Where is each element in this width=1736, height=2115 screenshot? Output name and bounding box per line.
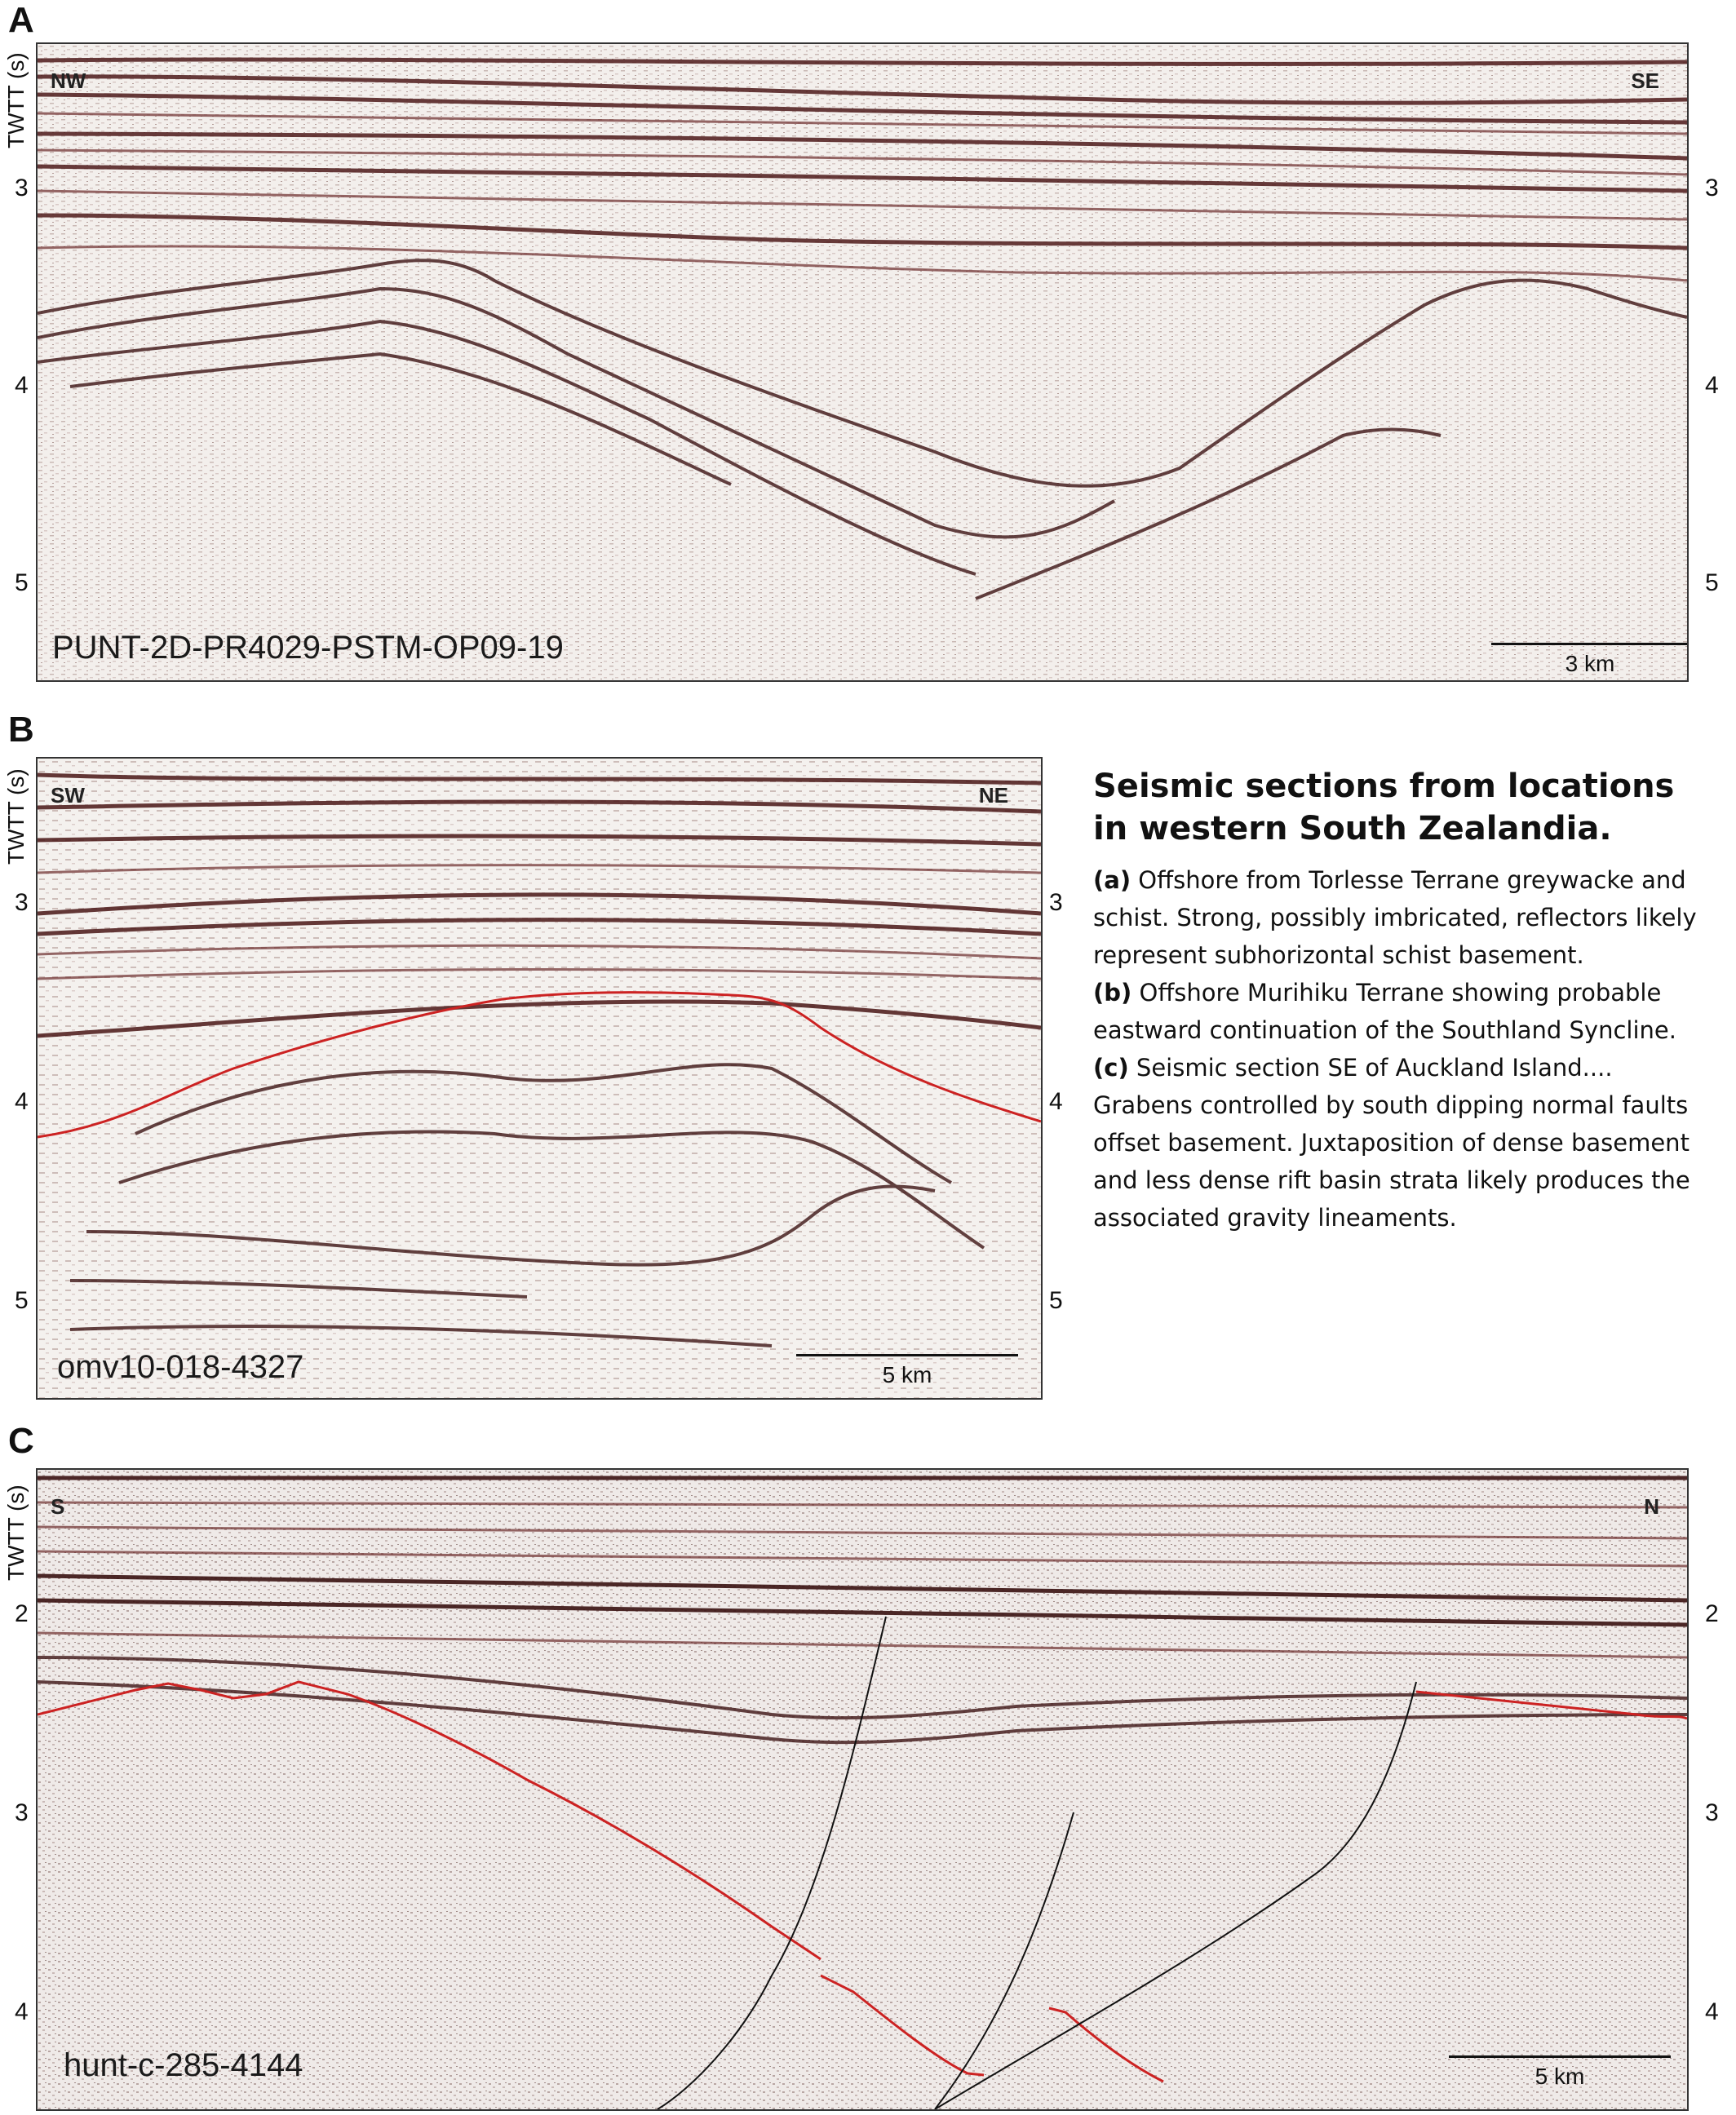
panel-a-tick-left-1: 3 (15, 175, 29, 201)
panel-a-right-direction: SE (1631, 69, 1659, 93)
panel-b-letter: B (8, 710, 34, 750)
panel-b-seismic-image (38, 759, 1041, 1398)
panel-c-axis-title: TWTT (s) (3, 1484, 29, 1581)
panel-a-tick-left-3: 5 (15, 569, 29, 596)
panel-b-scale-label: 5 km (882, 1362, 932, 1387)
caption-c-text: Seismic section SE of Auckland Island.... Grabens controlled by south dipping normal faults offset basement. Juxtaposition of dense basement and less dense rift basin strata likely produces the associated gravity lineaments. (1093, 1054, 1690, 1232)
panel-a-tick-right-1: 3 (1705, 175, 1719, 201)
caption-b-tag: (b) (1093, 979, 1132, 1007)
panel-b-tick-left-3: 5 (15, 1287, 29, 1314)
panel-c-left-direction: S (51, 1494, 65, 1519)
caption-c (1093, 1049, 1697, 1237)
panel-c-tick-left-2: 3 (15, 1799, 29, 1826)
caption-a (1093, 861, 1697, 974)
panel-c-tick-right-1: 2 (1705, 1600, 1719, 1627)
panel-c-line-id: hunt-c-285-4144 (64, 2047, 303, 2083)
panel-b-right-direction: NE (978, 783, 1008, 808)
panel-b-tick-right-1: 3 (1049, 889, 1063, 916)
panel-b-line-id: omv10-018-4327 (57, 1349, 304, 1385)
panel-c-right-direction: N (1644, 1494, 1659, 1519)
panel-b-tick-left-2: 4 (15, 1088, 29, 1115)
caption-a-text: Offshore from Torlesse Terrane greywacke and schist. Strong, possibly imbricated, reflectors likely represent subhorizontal schist basement. (1093, 866, 1697, 969)
panel-a-left-direction: NW (51, 69, 86, 93)
panel-a-seismic-section (36, 42, 1689, 682)
panel-b-seismic-section (36, 757, 1043, 1400)
caption-a-tag: (a) (1093, 866, 1132, 894)
panel-c-scale-label: 5 km (1534, 2064, 1585, 2089)
caption-b (1093, 974, 1697, 1049)
panel-c-tick-right-3: 4 (1705, 1998, 1719, 2025)
panel-a-tick-right-3: 5 (1705, 569, 1719, 596)
figure-caption (1093, 765, 1697, 1237)
panel-a-tick-left-2: 4 (15, 372, 29, 399)
caption-b-text: Offshore Murihiku Terrane showing probable eastward continuation of the Southland Syncline. (1093, 979, 1676, 1044)
caption-c-tag: (c) (1093, 1054, 1129, 1082)
panel-a-tick-right-2: 4 (1705, 372, 1719, 399)
panel-a-scale-label: 3 km (1565, 651, 1615, 676)
panel-c-letter: C (8, 1421, 34, 1461)
panel-c-tick-left-1: 2 (15, 1600, 29, 1627)
panel-a-axis-title: TWTT (s) (3, 52, 29, 148)
panel-c-tick-right-2: 3 (1705, 1799, 1719, 1826)
figure-title: Seismic sections from locations in western South Zealandia. (1093, 768, 1675, 847)
panel-c-seismic-section (36, 1468, 1689, 2111)
panel-c-seismic-image (38, 1470, 1687, 2109)
panel-b-tick-right-2: 4 (1049, 1088, 1063, 1115)
panel-b-tick-left-1: 3 (15, 889, 29, 916)
panel-b-left-direction: SW (51, 783, 85, 808)
panel-a-line-id: PUNT-2D-PR4029-PSTM-OP09-19 (52, 630, 564, 666)
panel-b-tick-right-3: 5 (1049, 1287, 1063, 1314)
panel-a-seismic-image (38, 44, 1687, 680)
panel-b-axis-title: TWTT (s) (3, 768, 29, 865)
panel-c-tick-left-3: 4 (15, 1998, 29, 2025)
panel-a-letter: A (8, 0, 34, 40)
